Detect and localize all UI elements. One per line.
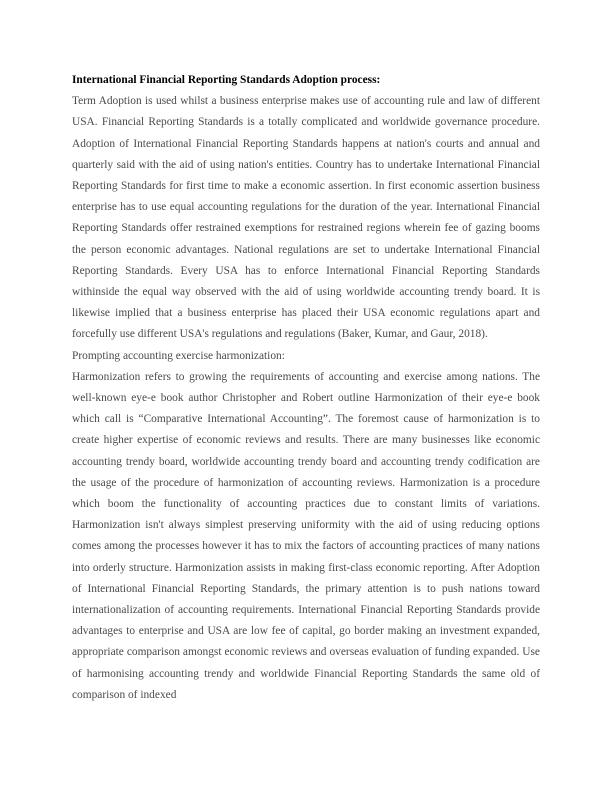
document-body bbox=[72, 70, 540, 706]
paragraph-subheading: Prompting accounting exercise harmonization: bbox=[72, 349, 285, 362]
paragraph-adoption: Term Adoption is used whilst a business enterprise makes use of accounting rule and law of different USA. Financial Reporting Standards is a totally complicated and worldwide governance procedure. Adoption of International Financial Reporting Standards happens at nation's courts and annual and quarterly said with the aid of using nation's entities. Country has to undertake International Financial Reporting Standards for first time to make a economic assertion. In first economic assertion business enterprise has to use equal accounting regulations for the duration of the year. International Financial Reporting Standards offer restrained exemptions for restrained regions wherein fee of gazing booms the person economic advantages. National regulations are set to undertake International Financial Reporting Standards. Every USA has to enforce International Financial Reporting Standards withinside the equal way observed with the aid of using worldwide accounting trendy board. It is likewise implied that a business enterprise has placed their USA economic regulations apart and forcefully use different USA's regulations and regulations (Baker, Kumar, and Gaur, 2018). bbox=[72, 95, 540, 341]
section-heading: International Financial Reporting Standards Adoption process: bbox=[72, 74, 381, 86]
paragraph-harmonization: Harmonization refers to growing the requirements of accounting and exercise among nations. The well-known eye-e book author Christopher and Robert outline Harmonization of their eye-e book which call is “Comparative International Accounting”. The foremost cause of harmonization is to create higher expertise of economic reviews and results. There are many businesses like economic accounting trendy board, worldwide accounting trendy board and accounting trendy codification are the usage of the procedure of harmonization of accounting reviews. Harmonization is a procedure which boom the functionality of accounting practices due to constant limits of variations. Harmonization isn't always simplest preserving uniformity with the aid of using reducing options comes among the processes however it has to mix the factors of accounting practices of many nations into orderly structure. Harmonization assists in making first-class economic reporting. After Adoption of International Financial Reporting Standards, the primary attention is to push nations toward internationalization of accounting requirements. International Financial Reporting Standards provide advantages to enterprise and USA are low fee of capital, go border making an investment expanded, appropriate comparison amongst economic reviews and overseas evaluation of funding expanded. Use of harmonising accounting trendy and worldwide Financial Reporting Standards the same old of comparison of indexed bbox=[72, 370, 540, 701]
